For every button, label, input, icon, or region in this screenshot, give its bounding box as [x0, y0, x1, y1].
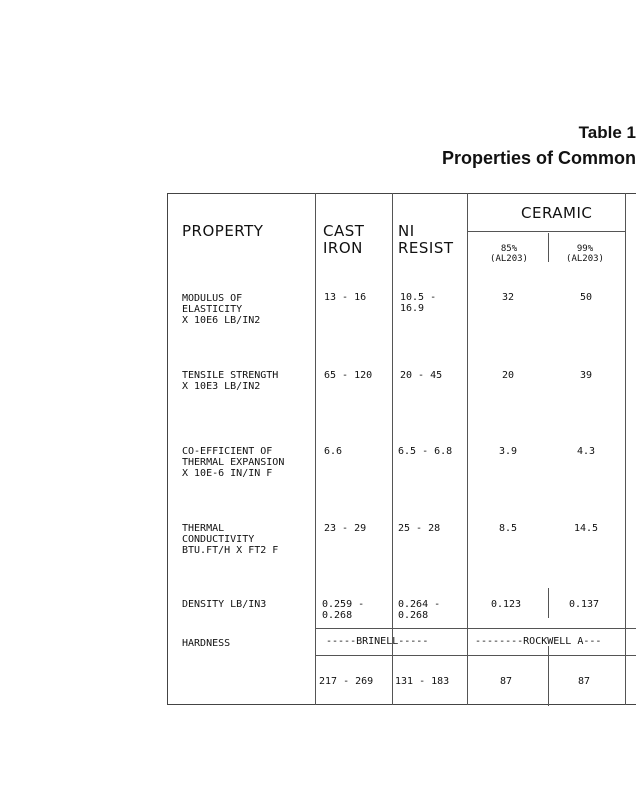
- hardness-ni-resist: 131 - 183: [395, 676, 450, 687]
- row-ceramic-99: 4.3: [576, 446, 596, 457]
- hardness-ceramic-99: 87: [577, 676, 591, 687]
- header-ceramic-99: 99% (AL203): [566, 244, 604, 264]
- header-ceramic-85: 85% (AL203): [490, 244, 528, 264]
- row-cast-iron: 23 - 29: [324, 523, 367, 534]
- hardness-ceramic-85: 87: [499, 676, 513, 687]
- row-ni-resist: 0.264 - 0.268: [398, 599, 441, 621]
- grid-line: [467, 231, 625, 232]
- header-ni-resist: NI RESIST: [398, 222, 454, 257]
- header-property: PROPERTY: [182, 222, 264, 240]
- row-ceramic-85: 0.123: [490, 599, 522, 610]
- grid-line: [315, 628, 636, 629]
- row-ni-resist: 10.5 - 16.9: [400, 292, 437, 314]
- properties-table: [167, 193, 636, 707]
- table-subtitle: Properties of Common: [441, 148, 636, 168]
- header-cast-iron: CAST IRON: [323, 222, 365, 257]
- row-ceramic-99: 39: [579, 370, 593, 381]
- row-ceramic-99: 14.5: [573, 523, 599, 534]
- row-ni-resist: 25 - 28: [398, 523, 441, 534]
- row-ceramic-85: 3.9: [498, 446, 518, 457]
- hardness-label: HARDNESS: [182, 638, 231, 649]
- grid-line: [315, 655, 636, 656]
- row-cast-iron: 0.259 - 0.268: [322, 599, 365, 621]
- row-cast-iron: 65 - 120: [324, 370, 373, 381]
- row-property: THERMAL CONDUCTIVITY BTU.FT/H X FT2 F: [182, 523, 279, 556]
- row-ceramic-85: 32: [501, 292, 515, 303]
- row-cast-iron: 6.6: [324, 446, 343, 457]
- row-property: CO-EFFICIENT OF THERMAL EXPANSION X 10E-6 IN/IN F: [182, 446, 285, 479]
- grid-line: [548, 233, 549, 262]
- header-ceramic: CERAMIC: [521, 204, 593, 222]
- hardness-rockwell: --------ROCKWELL A---: [475, 636, 602, 647]
- row-ceramic-85: 20: [501, 370, 515, 381]
- row-ceramic-85: 8.5: [498, 523, 518, 534]
- hardness-cast-iron: 217 - 269: [319, 676, 374, 687]
- row-cast-iron: 13 - 16: [324, 292, 367, 303]
- row-property: MODULUS OF ELASTICITY X 10E6 LB/IN2: [182, 293, 261, 326]
- hardness-brinell: -----BRINELL-----: [326, 636, 429, 647]
- row-ni-resist: 20 - 45: [400, 370, 443, 381]
- row-ceramic-99: 50: [579, 292, 593, 303]
- row-property: DENSITY LB/IN3: [182, 599, 267, 610]
- row-property: TENSILE STRENGTH X 10E3 LB/IN2: [182, 370, 279, 392]
- row-ceramic-99: 0.137: [568, 599, 600, 610]
- row-ni-resist: 6.5 - 6.8: [398, 446, 453, 457]
- table-title: Table 1: [578, 123, 636, 142]
